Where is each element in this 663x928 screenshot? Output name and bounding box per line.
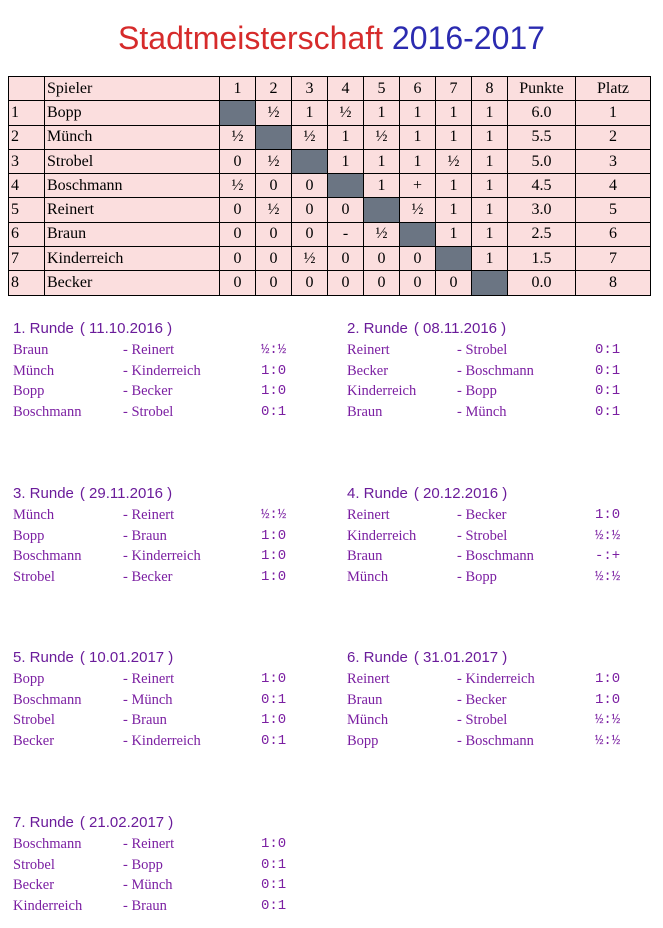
player-number: 8	[9, 271, 45, 295]
game-row	[347, 712, 657, 733]
game-result: 1:0	[261, 527, 287, 544]
black-player: - Reinert	[123, 836, 175, 852]
result-cell: 0	[220, 198, 256, 222]
page-title	[0, 20, 663, 57]
title-part1: Stadtmeisterschaft	[118, 20, 384, 56]
white-player: Münch	[13, 507, 55, 523]
white-player: Kinderreich	[347, 527, 417, 544]
result-cell: 1	[472, 222, 508, 246]
game-row	[347, 507, 657, 528]
result-cell: 0	[292, 271, 328, 295]
result-cell: 0	[220, 222, 256, 246]
player-number: 5	[9, 198, 45, 222]
game-result: 0:1	[595, 342, 621, 358]
points-cell: 4.5	[508, 174, 576, 198]
player-name: Strobel	[45, 149, 220, 173]
black-player: - Strobel	[457, 527, 508, 544]
points-cell: 1.5	[508, 247, 576, 271]
white-player: Münch	[347, 569, 389, 586]
game-row	[13, 877, 323, 898]
game-row	[13, 671, 323, 692]
crosstable	[8, 76, 651, 296]
game-row	[347, 569, 657, 590]
player-name: Braun	[45, 222, 220, 246]
result-cell: +	[400, 174, 436, 198]
black-player: - Becker	[123, 569, 173, 586]
game-row	[347, 404, 657, 425]
round-6	[347, 649, 657, 754]
round-date: ( 11.10.2016 )	[79, 320, 173, 337]
result-cell: 0	[328, 198, 364, 222]
white-player: Bopp	[347, 733, 379, 750]
game-result: 0:1	[595, 383, 621, 400]
game-result: 0:1	[595, 404, 621, 421]
black-player: - Bopp	[123, 856, 163, 873]
player-number: 6	[9, 222, 45, 246]
header-cell: Punkte	[508, 77, 576, 101]
game-result: 1:0	[595, 691, 621, 708]
table-row	[9, 222, 651, 246]
white-player: Braun	[347, 548, 383, 565]
white-player: Münch	[347, 712, 389, 729]
place-cell: 1	[576, 101, 651, 125]
result-cell: 1	[328, 149, 364, 173]
result-cell: 1	[292, 101, 328, 125]
black-player: - Braun	[123, 712, 167, 729]
place-cell: 7	[576, 247, 651, 271]
header-cell: 8	[472, 77, 508, 101]
table-row	[9, 125, 651, 149]
round-date: ( 10.01.2017 )	[79, 649, 174, 666]
round-2	[347, 320, 657, 425]
round-date: ( 20.12.2016 )	[413, 485, 508, 502]
game-row	[347, 733, 657, 754]
result-cell: 0	[292, 198, 328, 222]
diagonal-cell	[220, 101, 256, 125]
table-row	[9, 101, 651, 125]
result-cell: 1	[436, 198, 472, 222]
round-label: 2. Runde	[347, 320, 408, 337]
black-player: - Bopp	[457, 569, 497, 586]
game-row	[13, 342, 323, 363]
player-number: 7	[9, 247, 45, 271]
black-player: - Strobel	[123, 404, 174, 421]
black-player: - Strobel	[457, 712, 508, 729]
game-row	[13, 548, 323, 569]
round-3	[13, 485, 323, 590]
result-cell: ½	[256, 198, 292, 222]
diagonal-cell	[256, 125, 292, 149]
black-player: - Boschmann	[457, 362, 534, 379]
game-row	[347, 342, 657, 363]
result-cell: 1	[472, 125, 508, 149]
result-cell: 1	[400, 149, 436, 173]
header-cell: Spieler	[45, 77, 220, 101]
title-part2: 2016-2017	[391, 20, 545, 56]
game-result: ½:½	[595, 733, 621, 750]
place-cell: 2	[576, 125, 651, 149]
result-cell: -	[328, 222, 364, 246]
game-result: 0:1	[595, 362, 621, 379]
game-result: 0:1	[261, 877, 287, 894]
result-cell: ½	[400, 198, 436, 222]
header-cell: 1	[220, 77, 256, 101]
black-player: - Strobel	[457, 342, 508, 358]
result-cell: 1	[436, 174, 472, 198]
game-row	[13, 898, 323, 919]
white-player: Boschmann	[13, 404, 82, 421]
round-label: 1. Runde	[13, 320, 74, 337]
header-cell: Platz	[576, 77, 651, 101]
game-result: ½:½	[595, 712, 621, 729]
result-cell: ½	[292, 125, 328, 149]
black-player: - Münch	[457, 404, 507, 421]
round-date: ( 29.11.2016 )	[79, 485, 173, 502]
header-cell: 4	[328, 77, 364, 101]
points-cell: 0.0	[508, 271, 576, 295]
round-label: 5. Runde	[13, 649, 74, 666]
white-player: Becker	[347, 362, 389, 379]
white-player: Bopp	[13, 527, 45, 544]
header-cell: 7	[436, 77, 472, 101]
white-player: Boschmann	[13, 548, 82, 565]
table-row	[9, 271, 651, 295]
round-1	[13, 320, 323, 425]
result-cell: 0	[364, 271, 400, 295]
game-row	[347, 548, 657, 569]
diagonal-cell	[436, 247, 472, 271]
game-result: ½:½	[595, 527, 621, 544]
black-player: - Kinderreich	[123, 362, 201, 379]
player-name: Bopp	[45, 101, 220, 125]
result-cell: ½	[328, 101, 364, 125]
result-cell: 0	[256, 271, 292, 295]
round-heading	[13, 814, 323, 836]
game-result: 1:0	[595, 507, 621, 523]
header-row	[9, 77, 651, 101]
result-cell: ½	[364, 222, 400, 246]
game-row	[13, 857, 323, 878]
round-label: 4. Runde	[347, 485, 408, 502]
white-player: Braun	[13, 342, 49, 358]
result-cell: 0	[292, 174, 328, 198]
black-player: - Kinderreich	[123, 548, 201, 565]
white-player: Becker	[13, 733, 55, 750]
result-cell: 0	[292, 222, 328, 246]
result-cell: 1	[436, 222, 472, 246]
game-result: 1:0	[261, 836, 287, 852]
white-player: Boschmann	[13, 836, 82, 852]
result-cell: 1	[364, 174, 400, 198]
round-4	[347, 485, 657, 590]
white-player: Strobel	[13, 856, 55, 873]
game-result: 0:1	[261, 898, 287, 915]
white-player: Bopp	[13, 383, 45, 400]
player-number: 4	[9, 174, 45, 198]
place-cell: 4	[576, 174, 651, 198]
result-cell: ½	[220, 125, 256, 149]
round-label: 3. Runde	[13, 485, 74, 502]
black-player: - Münch	[123, 877, 173, 894]
game-row	[13, 712, 323, 733]
white-player: Kinderreich	[347, 383, 417, 400]
result-cell: 0	[436, 271, 472, 295]
white-player: Reinert	[347, 671, 390, 687]
result-cell: 0	[256, 174, 292, 198]
result-cell: 0	[400, 247, 436, 271]
result-cell: 0	[328, 247, 364, 271]
result-cell: ½	[256, 101, 292, 125]
white-player: Reinert	[347, 342, 390, 358]
round-heading	[347, 485, 657, 507]
result-cell: 1	[328, 125, 364, 149]
result-cell: 1	[436, 101, 472, 125]
white-player: Kinderreich	[13, 898, 83, 915]
result-cell: 1	[436, 125, 472, 149]
table-row	[9, 149, 651, 173]
points-cell: 5.5	[508, 125, 576, 149]
place-cell: 8	[576, 271, 651, 295]
player-number: 1	[9, 101, 45, 125]
game-row	[13, 363, 323, 384]
game-row	[13, 383, 323, 404]
place-cell: 3	[576, 149, 651, 173]
game-result: ½:½	[261, 507, 287, 523]
round-heading	[347, 649, 657, 671]
game-result: 1:0	[261, 548, 287, 565]
place-cell: 6	[576, 222, 651, 246]
game-row	[13, 404, 323, 425]
result-cell: 0	[328, 271, 364, 295]
game-row	[347, 363, 657, 384]
round-heading	[13, 649, 323, 671]
game-row	[13, 836, 323, 857]
game-row	[13, 569, 323, 590]
result-cell: 1	[364, 149, 400, 173]
game-row	[347, 383, 657, 404]
result-cell: 0	[220, 247, 256, 271]
round-date: ( 08.11.2016 )	[413, 320, 507, 337]
result-cell: ½	[364, 125, 400, 149]
diagonal-cell	[472, 271, 508, 295]
diagonal-cell	[328, 174, 364, 198]
round-date: ( 31.01.2017 )	[413, 649, 508, 666]
points-cell: 6.0	[508, 101, 576, 125]
black-player: - Reinert	[123, 342, 175, 358]
game-result: 1:0	[261, 569, 287, 586]
black-player: - Reinert	[123, 671, 175, 687]
player-name: Kinderreich	[45, 247, 220, 271]
game-row	[347, 528, 657, 549]
table-row	[9, 174, 651, 198]
white-player: Reinert	[347, 507, 390, 523]
header-cell: 3	[292, 77, 328, 101]
result-cell: 0	[220, 149, 256, 173]
result-cell: 0	[256, 247, 292, 271]
game-row	[13, 507, 323, 528]
header-cell	[9, 77, 45, 101]
result-cell: ½	[220, 174, 256, 198]
player-name: Reinert	[45, 198, 220, 222]
points-cell: 5.0	[508, 149, 576, 173]
result-cell: 1	[472, 198, 508, 222]
result-cell: 0	[400, 271, 436, 295]
header-cell: 5	[364, 77, 400, 101]
game-result: ½:½	[261, 342, 287, 358]
black-player: - Kinderreich	[457, 671, 535, 687]
round-heading	[347, 320, 657, 342]
result-cell: 1	[472, 247, 508, 271]
game-result: 1:0	[261, 712, 287, 729]
table-row	[9, 198, 651, 222]
result-cell: ½	[436, 149, 472, 173]
result-cell: 1	[364, 101, 400, 125]
round-label: 7. Runde	[13, 814, 74, 831]
player-name: Boschmann	[45, 174, 220, 198]
result-cell: 1	[472, 174, 508, 198]
round-date: ( 21.02.2017 )	[79, 814, 174, 831]
game-result: 0:1	[261, 733, 287, 750]
white-player: Braun	[347, 404, 383, 421]
black-player: - Becker	[457, 507, 507, 523]
result-cell: ½	[256, 149, 292, 173]
game-result: 1:0	[261, 383, 287, 400]
table-row	[9, 247, 651, 271]
white-player: Braun	[347, 691, 383, 708]
black-player: - Braun	[123, 527, 167, 544]
white-player: Strobel	[13, 569, 55, 586]
player-number: 3	[9, 149, 45, 173]
result-cell: 0	[220, 271, 256, 295]
result-cell: 0	[256, 222, 292, 246]
game-row	[347, 671, 657, 692]
game-result: 1:0	[261, 362, 287, 379]
game-result: -:+	[595, 548, 621, 565]
result-cell: 1	[400, 101, 436, 125]
diagonal-cell	[292, 149, 328, 173]
player-name: Becker	[45, 271, 220, 295]
diagonal-cell	[400, 222, 436, 246]
game-result: 0:1	[261, 691, 287, 708]
round-heading	[13, 320, 323, 342]
result-cell: 0	[364, 247, 400, 271]
game-result: ½:½	[595, 569, 621, 586]
round-7	[13, 814, 323, 919]
black-player: - Becker	[123, 383, 173, 400]
round-heading	[13, 485, 323, 507]
game-result: 0:1	[261, 404, 287, 421]
black-player: - Kinderreich	[123, 733, 201, 750]
player-name: Münch	[45, 125, 220, 149]
black-player: - Becker	[457, 691, 507, 708]
result-cell: 1	[400, 125, 436, 149]
game-row	[13, 692, 323, 713]
white-player: Bopp	[13, 671, 45, 687]
result-cell: 1	[472, 101, 508, 125]
round-5	[13, 649, 323, 754]
round-label: 6. Runde	[347, 649, 408, 666]
result-cell: ½	[292, 247, 328, 271]
player-number: 2	[9, 125, 45, 149]
white-player: Becker	[13, 877, 55, 894]
white-player: Strobel	[13, 712, 55, 729]
diagonal-cell	[364, 198, 400, 222]
black-player: - Münch	[123, 691, 173, 708]
white-player: Münch	[13, 362, 55, 379]
black-player: - Braun	[123, 898, 167, 915]
points-cell: 3.0	[508, 198, 576, 222]
game-row	[13, 528, 323, 549]
header-cell: 6	[400, 77, 436, 101]
white-player: Boschmann	[13, 691, 82, 708]
game-result: 1:0	[595, 671, 621, 687]
result-cell: 1	[472, 149, 508, 173]
place-cell: 5	[576, 198, 651, 222]
game-result: 1:0	[261, 671, 287, 687]
black-player: - Boschmann	[457, 548, 534, 565]
black-player: - Boschmann	[457, 733, 534, 750]
points-cell: 2.5	[508, 222, 576, 246]
black-player: - Bopp	[457, 383, 497, 400]
black-player: - Reinert	[123, 507, 175, 523]
game-row	[13, 733, 323, 754]
header-cell: 2	[256, 77, 292, 101]
game-result: 0:1	[261, 856, 287, 873]
game-row	[347, 692, 657, 713]
